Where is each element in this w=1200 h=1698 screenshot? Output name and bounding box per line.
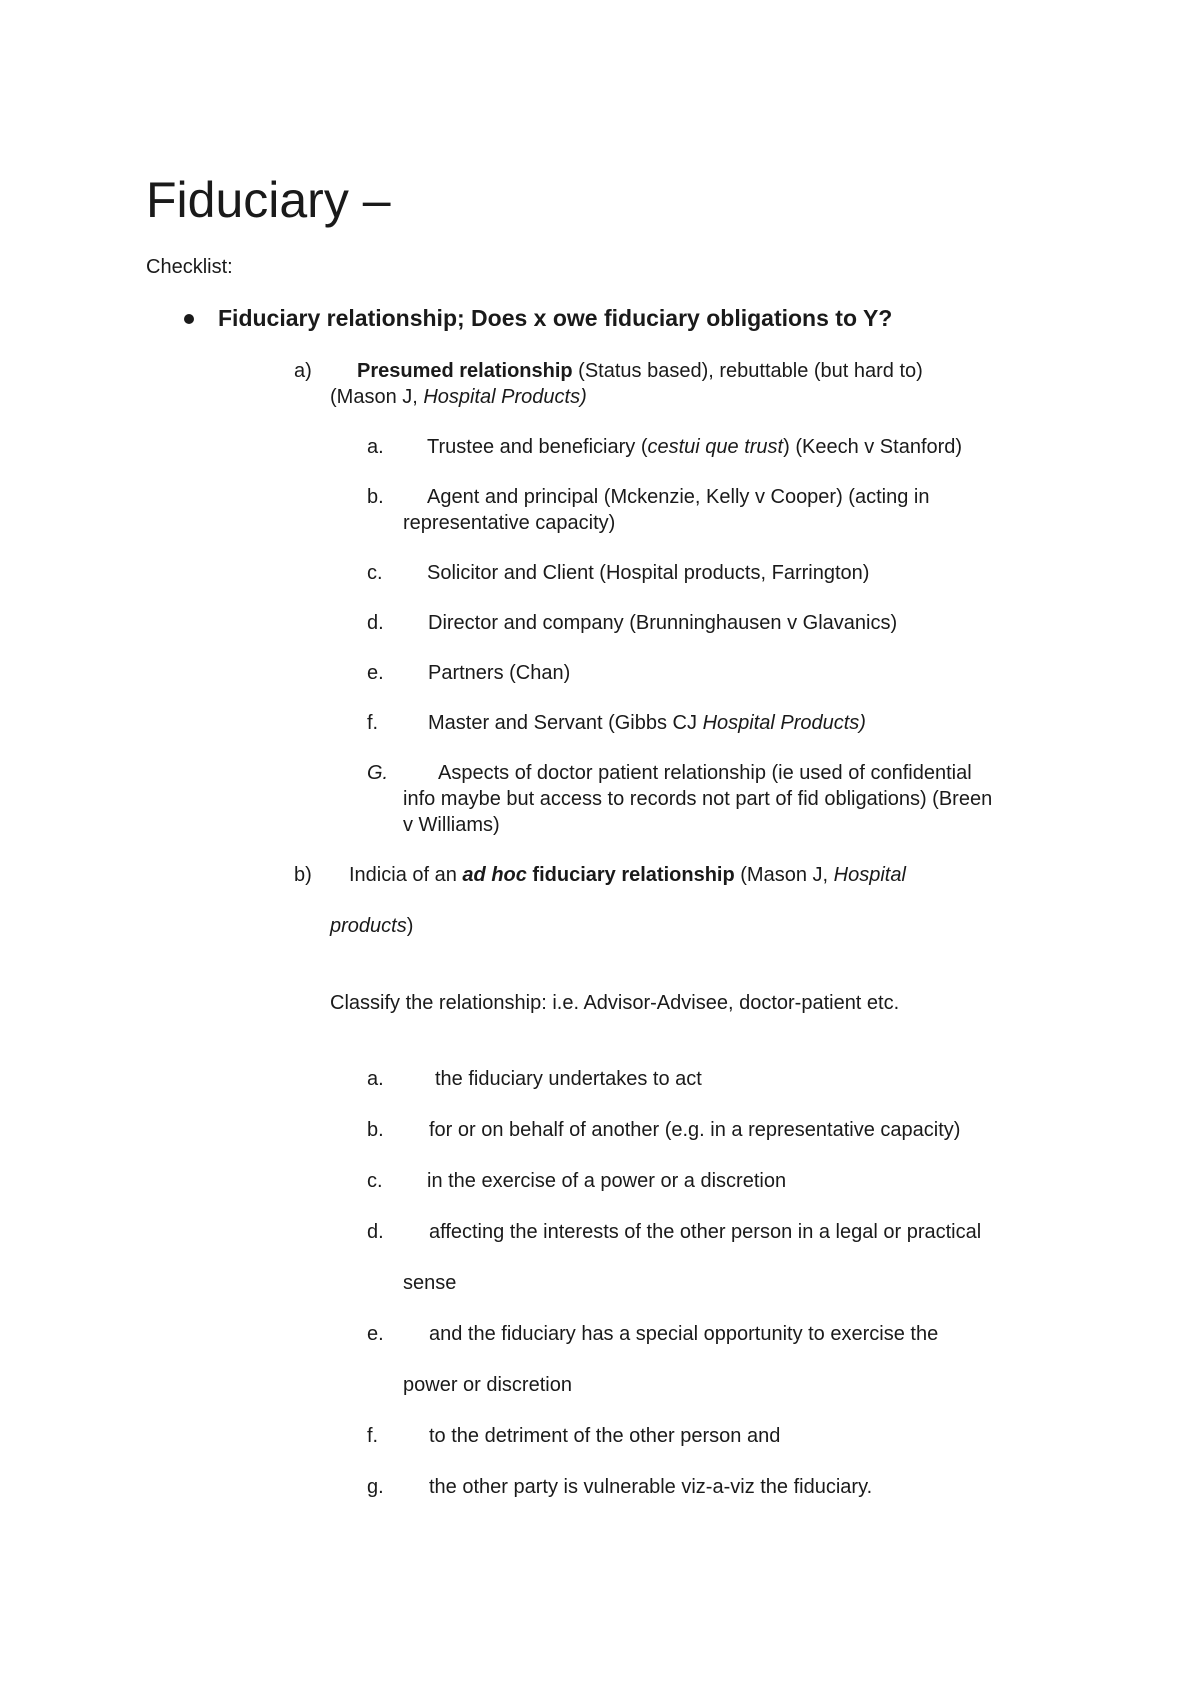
heading-text: Indicia of an	[349, 864, 463, 886]
section-a-item-b-line1: Agent and principal (Mckenzie, Kelly v Cooper) (acting in	[427, 486, 930, 508]
section-b-item-d-marker: d.	[367, 1221, 384, 1243]
section-a-item-a	[427, 434, 962, 460]
section-a-item-f	[428, 710, 866, 736]
section-b-item-c: in the exercise of a power or a discretion	[427, 1170, 787, 1192]
heading-bold: fiduciary relationship	[526, 864, 735, 886]
item-text: Trustee and beneficiary (	[427, 436, 648, 458]
section-a-heading	[357, 358, 923, 384]
section-b-item-b-marker: b.	[367, 1119, 384, 1141]
section-b-classify: Classify the relationship: i.e. Advisor-Advisee, doctor-patient etc.	[330, 992, 900, 1014]
section-b-marker: b)	[294, 864, 312, 886]
section-a-item-c-marker: c.	[367, 562, 383, 584]
section-a-marker: a)	[294, 360, 312, 382]
section-b-heading	[349, 862, 906, 888]
section-b-item-g-marker: g.	[367, 1476, 384, 1498]
section-a-item-d-marker: d.	[367, 612, 384, 634]
heading-bold-italic: ad hoc	[462, 864, 527, 886]
section-b-item-f-marker: f.	[367, 1425, 379, 1447]
section-a-item-b-marker: b.	[367, 486, 384, 508]
section-a-heading-bold: Presumed relationship	[357, 360, 573, 382]
section-a-item-g-marker: G.	[367, 762, 389, 784]
citation-italic: products	[330, 915, 407, 937]
section-b-item-b: for or on behalf of another (e.g. in a representative capacity)	[429, 1119, 961, 1141]
citation-plain: )	[406, 915, 414, 937]
bullet-dot-icon	[184, 314, 194, 324]
section-b-item-f: to the detriment of the other person and	[429, 1425, 781, 1447]
section-a-item-g-line1: Aspects of doctor patient relationship (ie used of confidential	[438, 762, 972, 784]
section-b-item-a: the fiduciary undertakes to act	[435, 1068, 702, 1090]
section-b-item-e-line2: power or discretion	[403, 1374, 572, 1396]
section-a-item-b-line2: representative capacity)	[403, 512, 616, 534]
item-text: Master and Servant (Gibbs CJ	[428, 712, 703, 734]
bullet-heading: Fiduciary relationship; Does x owe fiduciary obligations to Y?	[218, 305, 893, 331]
section-b-item-c-marker: c.	[367, 1170, 383, 1192]
section-a-item-a-marker: a.	[367, 436, 384, 458]
page-title: Fiduciary –	[146, 172, 391, 228]
section-b-item-d-line1: affecting the interests of the other person in a legal or practical	[429, 1221, 982, 1243]
item-text: ) (Keech v Stanford)	[783, 436, 963, 458]
section-a-item-g-line3: v Williams)	[403, 814, 500, 836]
section-b-citation	[330, 913, 413, 939]
section-b-item-d-line2: sense	[403, 1272, 457, 1294]
section-a-citation-italic: Hospital Products)	[423, 386, 587, 408]
section-b-item-g: the other party is vulnerable viz-a-viz the fiduciary.	[429, 1476, 873, 1498]
section-a-item-e: Partners (Chan)	[428, 662, 571, 684]
section-a-item-e-marker: e.	[367, 662, 384, 684]
heading-italic: Hospital	[833, 864, 906, 886]
section-a-item-f-marker: f.	[367, 712, 379, 734]
section-a-item-g-line2: info maybe but access to records not part of fid obligations) (Breen	[403, 788, 993, 810]
item-italic: Hospital Products)	[702, 712, 866, 734]
section-a-item-d: Director and company (Brunninghausen v Glavanics)	[428, 612, 898, 634]
section-b-item-e-line1: and the fiduciary has a special opportunity to exercise the	[429, 1323, 939, 1345]
section-a-heading-rest: (Status based), rebuttable (but hard to)	[572, 360, 923, 382]
section-a-item-c: Solicitor and Client (Hospital products, Farrington)	[427, 562, 870, 584]
section-b-item-a-marker: a.	[367, 1068, 384, 1090]
checklist-label: Checklist:	[146, 256, 233, 278]
heading-text: (Mason J,	[734, 864, 834, 886]
section-b-item-e-marker: e.	[367, 1323, 384, 1345]
item-italic: cestui que trust	[647, 436, 784, 458]
section-a-citation	[330, 384, 587, 410]
section-a-citation-plain: (Mason J,	[330, 386, 424, 408]
